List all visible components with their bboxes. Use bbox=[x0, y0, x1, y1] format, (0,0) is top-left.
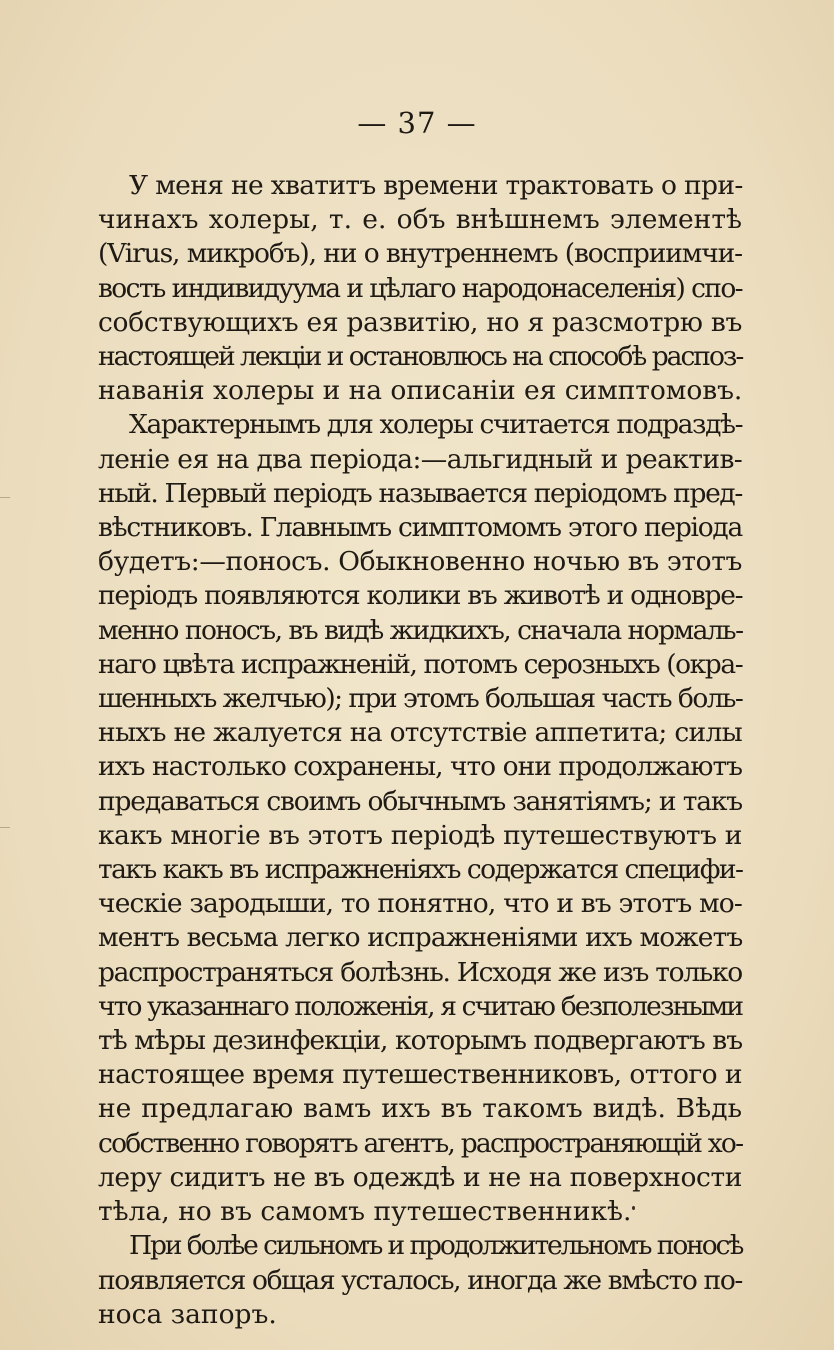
text-line: ихъ настолько сохранены, что они продолжаютъ bbox=[98, 751, 743, 783]
text-line: леніе ея на два періода:—альгидный и реактив- bbox=[98, 443, 743, 475]
text-line: ныхъ не жалуется на отсутствіе аппетита; силы bbox=[98, 717, 742, 749]
text-line: ческіе зародыши, то понятно, что и въ этотъ мо- bbox=[98, 888, 742, 920]
text-line: При болѣе сильномъ и продолжительномъ поносѣ bbox=[129, 1230, 743, 1262]
text-line: что указаннаго положенія, я считаю безполезными bbox=[98, 990, 743, 1022]
text-line: вость индивидуума и цѣлаго народонаселенія) спо- bbox=[98, 272, 742, 304]
text-line: собственно говорятъ агентъ, распространяющій хо- bbox=[98, 1127, 743, 1159]
text-line: періодъ появляются колики въ животѣ и одновре- bbox=[98, 580, 743, 612]
text-line: шенныхъ желчью); при этомъ большая часть боль- bbox=[98, 683, 743, 715]
text-line: не предлагаю вамъ ихъ въ такомъ видѣ. Вѣдь bbox=[98, 1093, 742, 1125]
paragraph-3 bbox=[98, 1229, 742, 1332]
text-line: У меня не хватитъ времени трактовать о при- bbox=[129, 170, 743, 201]
text-line: Характернымъ для холеры считается подраздѣ- bbox=[129, 409, 743, 441]
text-line: распространяться болѣзнь. Исходя же изъ только bbox=[98, 956, 742, 988]
paragraph-1 bbox=[98, 169, 742, 408]
text-line: такъ какъ въ испражненіяхъ содержатся специфи- bbox=[98, 854, 743, 886]
text-line: настоящее время путешественниковъ, оттого и bbox=[98, 1059, 742, 1091]
page-number: — 37 — bbox=[357, 106, 477, 140]
text-line: настоящей лекціи и остановлюсь на способѣ распоз- bbox=[98, 341, 743, 373]
text-line: вѣстниковъ. Главнымъ симптомомъ этого періода bbox=[98, 512, 742, 544]
text-line: ный. Первый періодъ называется періодомъ пред- bbox=[98, 477, 742, 509]
text-line: носа запоръ. bbox=[98, 1298, 277, 1330]
text-line: какъ многіе въ этотъ періодѣ путешествуютъ и bbox=[98, 819, 742, 851]
text-line: тѣла, но въ самомъ путешественникѣ. bbox=[98, 1196, 632, 1228]
text-line: леру сидитъ не въ одеждѣ и не на поверхности bbox=[98, 1161, 742, 1193]
text-line: будетъ:—поносъ. Обыкновенно ночью въ этотъ bbox=[98, 546, 742, 578]
text-line: появляется общая усталось, иногда же вмѣсто по- bbox=[98, 1264, 742, 1296]
text-line: менно поносъ, въ видѣ жидкихъ, сначала нормаль- bbox=[98, 614, 743, 646]
text-line: чинахъ холеры, т. е. объ внѣшнемъ элементѣ bbox=[98, 204, 742, 236]
text-line: собствующихъ ея развитію, но я разсмотрю въ bbox=[98, 306, 742, 338]
text-line: наго цвѣта испражненій, потомъ серозныхъ (окра- bbox=[98, 648, 743, 680]
body-text bbox=[98, 169, 742, 1332]
page-edge-mark bbox=[0, 497, 10, 498]
text-line: предаваться своимъ обычнымъ занятіямъ; и такъ bbox=[98, 785, 742, 817]
text-line: тѣ мѣры дезинфекціи, которымъ подвергаютъ въ bbox=[98, 1025, 743, 1057]
text-line: ментъ весьма легко испражненіями ихъ можетъ bbox=[98, 922, 743, 954]
page-edge-mark bbox=[0, 827, 10, 828]
text-line: наванія холеры и на описаніи ея симптомовъ. bbox=[98, 375, 743, 407]
ink-speck bbox=[632, 1206, 635, 1210]
paragraph-2 bbox=[98, 408, 742, 1229]
text-line: (Virus, микробъ), ни о внутреннемъ (восприимчи- bbox=[98, 238, 742, 270]
